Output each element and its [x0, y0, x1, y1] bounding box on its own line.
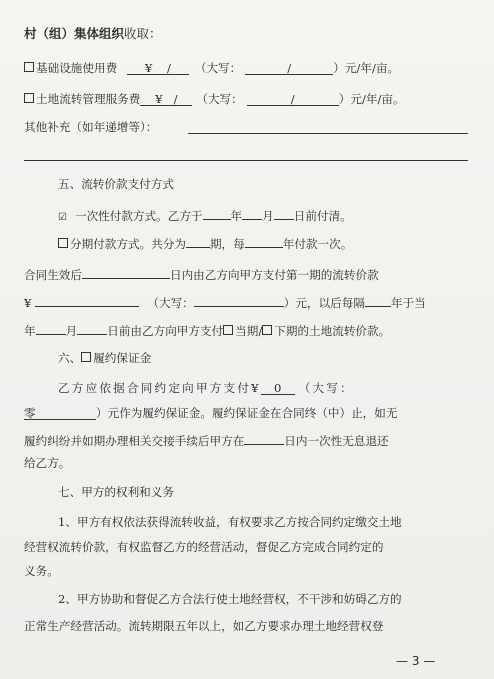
- month-label: 月: [262, 209, 274, 223]
- deposit-text-c: ）元作为履约保证金。履约保证金在合同终（中）止，如无: [96, 406, 398, 420]
- month-blank: [36, 320, 66, 335]
- amount-year-text: 年于当: [390, 296, 426, 310]
- deposit-line-3: [24, 430, 389, 449]
- section-7-title: [58, 484, 174, 500]
- collect-heading-bold: 村（组）集体组织: [24, 26, 125, 41]
- day-blank: [274, 205, 294, 220]
- para-2-line-2: [24, 618, 383, 634]
- contract-text-b: 日内由乙方向甲方支付第一期的流转价款: [169, 268, 379, 282]
- para-2-line-1: [58, 591, 402, 607]
- transfer-fee-amount-blank: [140, 91, 192, 106]
- year-blank: [203, 205, 231, 220]
- deposit-daxie-label: （大写：: [298, 381, 354, 395]
- refund-days-blank: [244, 430, 284, 445]
- next-period: 下期的土地流转价款。: [274, 324, 391, 338]
- year-label: 年: [230, 209, 243, 223]
- daxie-label: （大写：: [194, 61, 242, 75]
- section-6-text: 履约保证金: [93, 351, 152, 365]
- yen-sign: ¥: [155, 92, 163, 106]
- installment-text: 分期付款方式。共分为: [70, 237, 186, 251]
- next-text: 日前由乙方向甲方支付: [107, 324, 224, 338]
- other-blank-rule: [188, 133, 468, 134]
- section-7-text: 七、甲方的权利和义务: [58, 485, 174, 499]
- deposit-line-1: [58, 380, 354, 396]
- infra-fee-daxie-blank: [245, 60, 333, 75]
- slash-value: /: [173, 92, 178, 106]
- para-1-c: 义务。: [24, 564, 59, 578]
- section-6-title: [58, 350, 151, 366]
- day-blank: [77, 320, 107, 335]
- current-period: 当期/: [235, 324, 263, 338]
- daxie-label: （大写：: [196, 92, 243, 106]
- section-5-text: 五、流转价款支付方式: [58, 177, 174, 191]
- month-blank: [242, 205, 262, 220]
- amount-daxie-blank: [194, 292, 284, 307]
- deposit-amount-blank: [261, 380, 295, 395]
- daxie-label: （大写：: [147, 296, 194, 310]
- deposit-text-f: 给乙方。: [24, 456, 71, 470]
- checkbox-icon: [223, 325, 233, 335]
- checkbox-icon: [24, 93, 34, 103]
- checked-box-icon: ☑: [58, 212, 67, 223]
- days-blank: [82, 264, 170, 279]
- checkbox-icon: [262, 325, 272, 335]
- lump-sum-line: [58, 205, 352, 226]
- collect-heading: [24, 26, 162, 42]
- yen-sign: ¥: [24, 296, 32, 310]
- unit-label: ）元/年/亩。: [333, 61, 400, 75]
- deposit-text-e: 日内一次性无息退还: [284, 434, 389, 448]
- period-count-blank: [186, 233, 210, 248]
- section-5-title: [58, 176, 174, 192]
- year-label: 年: [24, 324, 36, 338]
- contract-text-a: 合同生效后: [24, 268, 82, 282]
- lump-text: 一次性付款方式。乙方于: [74, 209, 203, 223]
- lump-end: 日前付清。: [293, 209, 352, 223]
- para-2-b: 正常生产经营活动。流转期限五年以上，如乙方要求办理土地经营权登: [24, 619, 384, 633]
- other-blank-rule-2: [24, 160, 468, 161]
- installment-line: [58, 233, 352, 252]
- other-label: 其他补充（如年递增等）：: [24, 120, 158, 134]
- checkbox-icon: [24, 62, 34, 72]
- para-2-a: 2、甲方协助和督促乙方合法行使土地经营权，不干涉和妨碍乙方的: [58, 592, 402, 606]
- installment-end: 年付款一次。: [282, 237, 353, 251]
- page-number: — 3 —: [396, 654, 436, 668]
- para-1-b: 经营权流转价款，有权监督乙方的经营活动，督促乙方完成合同约定的: [24, 540, 384, 554]
- deposit-line-4: [24, 455, 70, 471]
- infra-fee-amount-blank: [127, 60, 189, 75]
- amount-text: ）元，以后每隔: [283, 296, 365, 310]
- amount-blank: [35, 292, 139, 307]
- yen-sign: ¥: [144, 61, 153, 75]
- para-1-a: 1、甲方有权依法获得流转收益，有权要求乙方按合同约定缴交土地: [58, 515, 402, 529]
- para-1-line-3: [24, 563, 59, 579]
- deposit-daxie-blank: [24, 405, 96, 420]
- deposit-daxie-value: 零: [24, 406, 36, 420]
- para-1-line-1: [58, 514, 402, 530]
- interval-blank: [245, 233, 283, 248]
- section-6-num: 六、: [58, 351, 82, 365]
- interval-years-blank: [365, 292, 391, 307]
- transfer-fee-line: [24, 91, 405, 107]
- unit-label: ）元/年/亩。: [338, 92, 405, 106]
- infra-fee-label: 基础设施使用费: [36, 61, 118, 75]
- contract-effective-line: [24, 264, 379, 283]
- checkbox-icon: [58, 238, 68, 248]
- transfer-fee-label: 土地流转管理服务费: [36, 92, 141, 106]
- slash-value-2: /: [287, 61, 292, 75]
- deposit-line-2: [24, 405, 397, 421]
- next-payment-line: [24, 320, 390, 339]
- deposit-amount: 0: [274, 381, 282, 395]
- slash-value-2: /: [290, 92, 295, 106]
- infra-fee-line: [24, 60, 399, 76]
- month-label: 月: [65, 324, 78, 338]
- period-label: 期，每: [209, 237, 245, 251]
- checkbox-icon: [81, 352, 91, 362]
- amount-line: [24, 292, 426, 311]
- transfer-fee-daxie-blank: [247, 91, 339, 106]
- deposit-text-a: 乙方应依据合同约定向甲方支付¥: [58, 381, 261, 395]
- deposit-text-d: 履约纠纷并如期办理相关交接手续后甲方在: [24, 434, 245, 448]
- slash-value: /: [166, 61, 171, 75]
- collect-heading-rest: 收取：: [124, 26, 162, 41]
- para-1-line-2: [24, 539, 383, 555]
- other-line: [24, 119, 157, 135]
